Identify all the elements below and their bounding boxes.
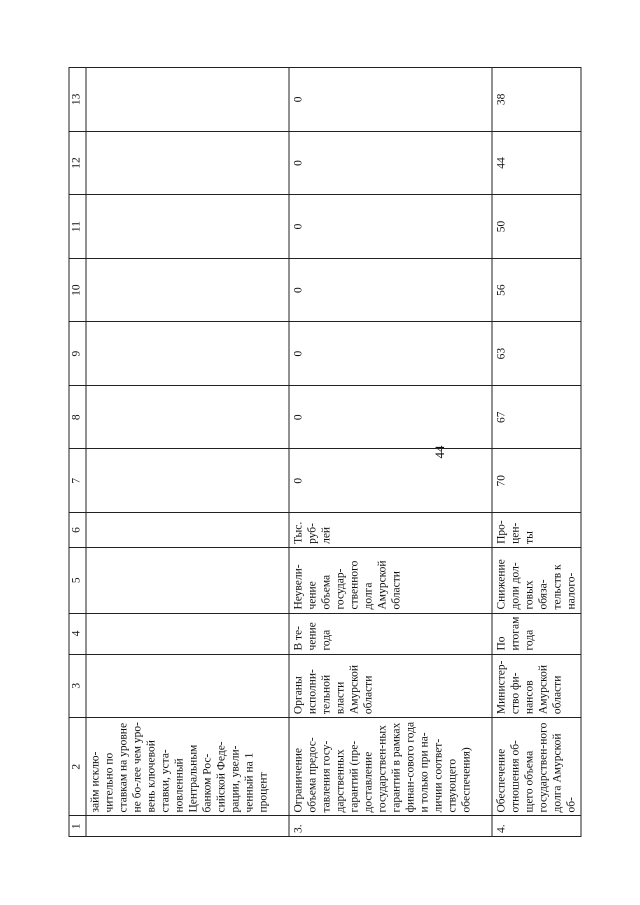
cell-value: [86, 195, 289, 259]
cell-executor: Органы исполни-тельной власти Амурской области: [289, 654, 492, 718]
column-number: 3: [69, 654, 86, 718]
cell-value: [86, 385, 289, 449]
column-number: 8: [69, 385, 86, 449]
column-number: 9: [69, 322, 86, 386]
cell-index: [86, 816, 289, 837]
cell-result: Неувели-чение объема государ-ственного долга Амурской области: [289, 547, 492, 613]
cell-value: 44: [492, 131, 581, 195]
table-row-3: [289, 68, 492, 837]
cell-value: [86, 68, 289, 132]
table-row-continuation: [86, 68, 289, 837]
cell-value: 70: [492, 449, 581, 513]
column-number: 1: [69, 816, 86, 837]
cell-measure: Ограничение объема предос-тавления госу-дарственных гарантий (пре-доставление государствен-ных гарантий в рамках финан-сового года и только при на-личии соответ-ствующего обеспечения): [289, 718, 492, 816]
cell-value: [86, 322, 289, 386]
cell-term: [86, 613, 289, 654]
column-number: 12: [69, 131, 86, 195]
column-number: 2: [69, 718, 86, 816]
cell-term: В те-чение года: [289, 613, 492, 654]
cell-value: [86, 258, 289, 322]
cell-value: 0: [289, 258, 492, 322]
cell-result: [86, 547, 289, 613]
cell-value: 0: [289, 322, 492, 386]
column-number: 4: [69, 613, 86, 654]
cell-value: [86, 131, 289, 195]
cell-measure: Обеспечение отношения об-щего объема государствен-ного долга Амурской об-: [492, 718, 581, 816]
cell-value: [86, 449, 289, 513]
cell-executor: [86, 654, 289, 718]
cell-value: 38: [492, 68, 581, 132]
column-number: 11: [69, 195, 86, 259]
cell-measure: займ исклю-чительно по ставкам на уровне не бо-лее чем уро-вень ключевой ставки, уста-новленный Центральным банком Рос-сийской Феде-рации, увели-ченный на 1 процент: [86, 718, 289, 816]
cell-value: 67: [492, 385, 581, 449]
page-number: 44: [432, 445, 447, 459]
table-row-4: [492, 68, 581, 837]
cell-unit: Тыс. руб-лей: [289, 513, 492, 548]
cell-unit: [86, 513, 289, 548]
column-number: 7: [69, 449, 86, 513]
cell-value: 0: [289, 68, 492, 132]
cell-value: 56: [492, 258, 581, 322]
cell-value: 50: [492, 195, 581, 259]
cell-term: По итогам года: [492, 613, 581, 654]
cell-value: 63: [492, 322, 581, 386]
cell-result: Снижение доли дол-говых обяза-тельств к налого-: [492, 547, 581, 613]
cell-value: 0: [289, 195, 492, 259]
cell-value: 0: [289, 385, 492, 449]
cell-index: 3.: [289, 816, 492, 837]
column-number: 6: [69, 513, 86, 548]
column-number: 10: [69, 258, 86, 322]
cell-unit: Про-цен-ты: [492, 513, 581, 548]
column-number-row: [69, 68, 86, 837]
column-number: 13: [69, 68, 86, 132]
cell-index: 4.: [492, 816, 581, 837]
cell-value: 0: [289, 449, 492, 513]
cell-executor: Министер-ство фи-нансов Амурской области: [492, 654, 581, 718]
cell-value: 0: [289, 131, 492, 195]
column-number: 5: [69, 547, 86, 613]
measures-table: [69, 67, 582, 837]
